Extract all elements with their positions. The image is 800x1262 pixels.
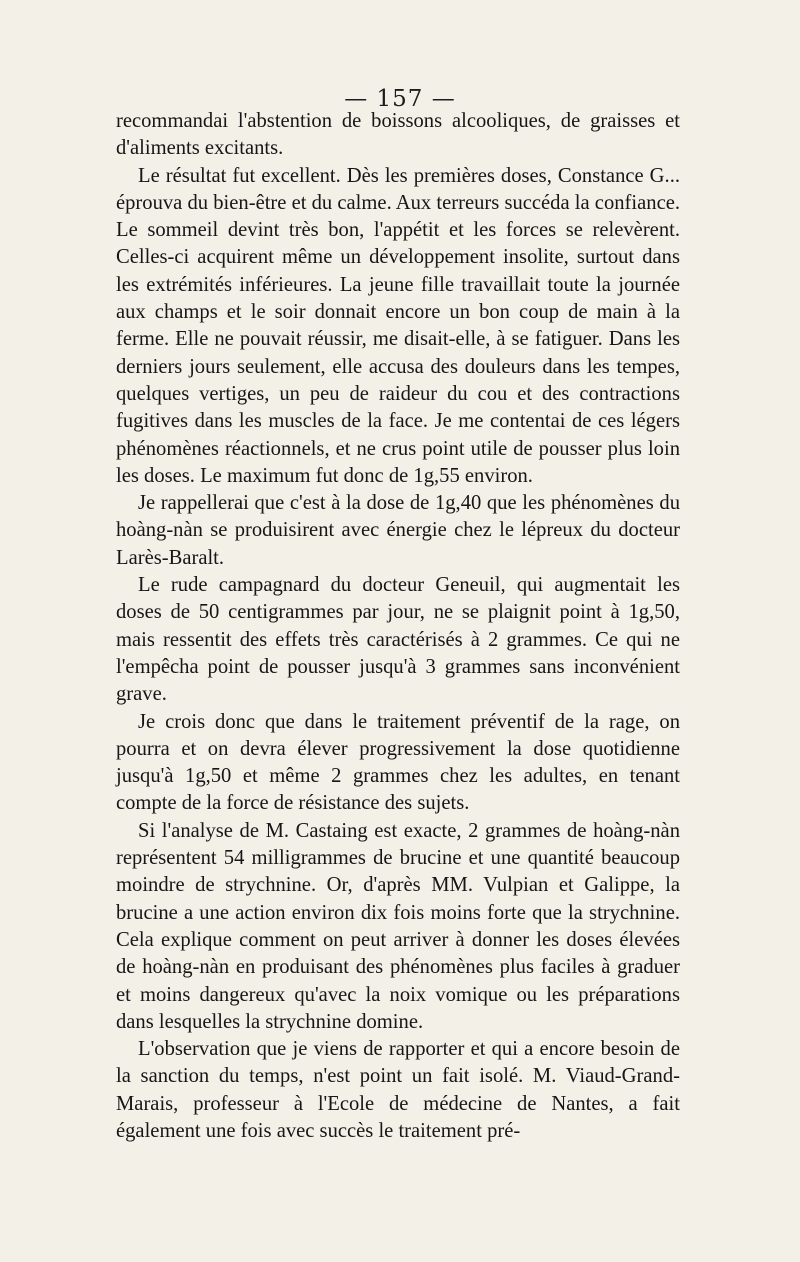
- paragraph: L'observation que je viens de rapporter et qui a encore besoin de la sanction du temps, n'est point un fait isolé. M. Viaud-Grand-Marais, professeur à l'Ecole de médecine de Nantes, a fait également une fois avec succès le traitement pré-: [116, 1038, 680, 1142]
- paragraph: recommandai l'abstention de boissons alcooliques, de graisses et d'aliments excitants.: [116, 110, 680, 160]
- page-number: — 157 —: [344, 86, 456, 112]
- body-text: [116, 108, 680, 1145]
- paragraph: Le rude campagnard du docteur Geneuil, qui augmentait les doses de 50 centigrammes par jour, ne se plaignit point à 1g,50, mais ressentit des effets très caractérisés à 2 grammes. Ce qui ne l'empêcha point de pousser jusqu'à 3 grammes sans inconvénient grave.: [116, 574, 680, 706]
- paragraph: Le résultat fut excellent. Dès les premières doses, Constance G... éprouva du bien-être et du calme. Aux terreurs succéda la confiance. Le sommeil devint très bon, l'appétit et les forces se relevèrent. Celles-ci acquirent même un développement insolite, surtout dans les extrémités inférieures. La jeune fille travaillait toute la journée aux champs et le soir donnait encore un bon coup de main à la ferme. Elle ne pouvait réussir, me disait-elle, à se fatiguer. Dans les derniers jours seulement, elle accusa des douleurs dans les tempes, quelques vertiges, un peu de raideur du cou et des contractions fugitives dans les muscles de la face. Je me contentai de ces légers phénomènes réactionnels, et ne crus point utile de pousser plus loin les doses. Le maximum fut donc de 1g,55 environ.: [116, 164, 680, 487]
- paragraph: Je rappellerai que c'est à la dose de 1g,40 que les phénomènes du hoàng-nàn se produisirent avec énergie chez le lépreux du docteur Larès-Baralt.: [116, 492, 680, 569]
- paragraph: Si l'analyse de M. Castaing est exacte, 2 grammes de hoàng-nàn représentent 54 milligrammes de brucine et une quantité beaucoup moindre de strychnine. Or, d'après MM. Vulpian et Galippe, la brucine a une action environ dix fois moins forte que la strychnine. Cela explique comment on peut arriver à donner les doses élevées de hoàng-nàn en produisant des phénomènes plus faciles à graduer et moins dangereux qu'avec la noix vomique ou les préparations dans lesquelles la strychnine domine.: [116, 819, 680, 1033]
- paragraph: Je crois donc que dans le traitement préventif de la rage, on pourra et on devra élever progressivement la dose quotidienne jusqu'à 1g,50 et même 2 grammes chez les adultes, en tenant compte de la force de résistance des sujets.: [116, 710, 680, 815]
